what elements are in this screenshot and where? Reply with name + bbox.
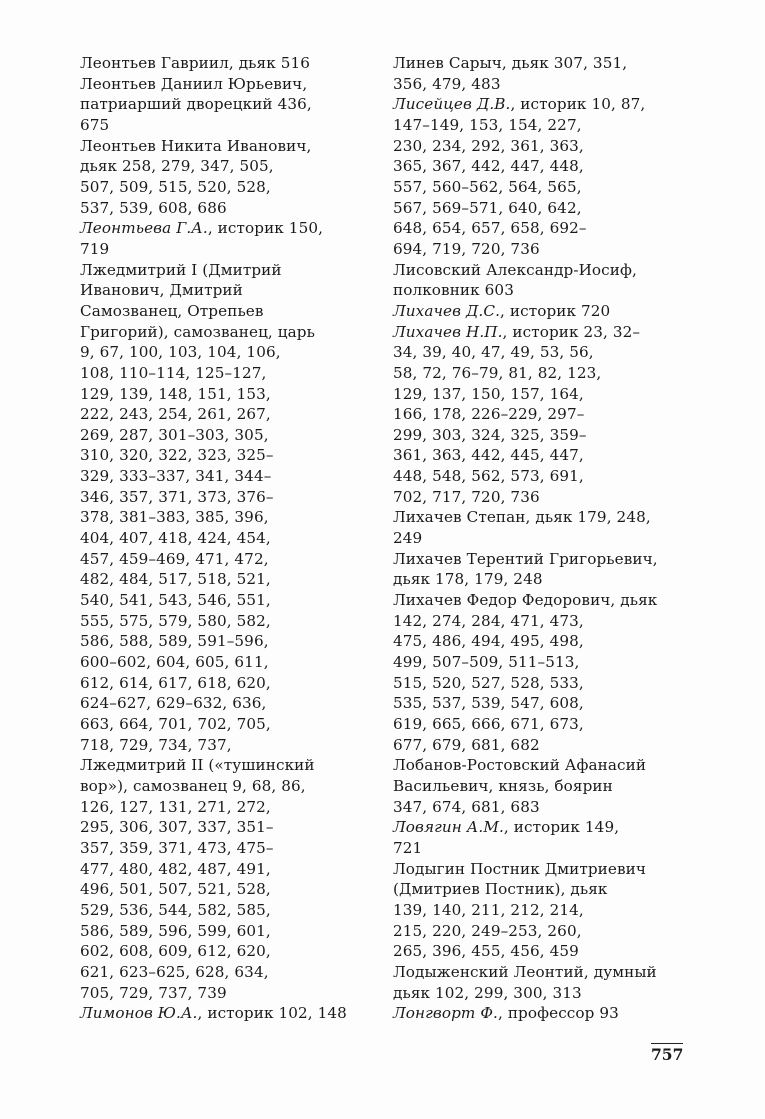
entry-line: Леонтьев Гавриил, дьяк 516 [80, 54, 311, 72]
entry-line: 457, 459–469, 471, 472, [80, 549, 269, 568]
entry-line: 515, 520, 527, 528, 533, [393, 673, 584, 692]
entry-line: 612, 614, 617, 618, 620, [80, 673, 271, 692]
entry-line: Лобанов-Ростовский Афанасий [393, 756, 647, 775]
index-entry [80, 260, 390, 756]
entry-line: 295, 306, 307, 337, 351– [80, 818, 274, 837]
entry-line: Лжедмитрий II («тушинский [80, 756, 315, 775]
entry-line: 269, 287, 301–303, 305, [80, 425, 269, 444]
entry-line: 499, 507–509, 511–513, [393, 653, 580, 672]
entry-line: 126, 127, 131, 271, 272, [80, 797, 271, 816]
index-entry [393, 549, 693, 590]
entry-line: 537, 539, 608, 686 [80, 198, 227, 217]
entry-line: 448, 548, 562, 573, 691, [393, 467, 584, 486]
entry-text: , историк 102, 148 [197, 1004, 347, 1023]
author-name: Лисейцев Д.В. [393, 95, 511, 114]
entry-line: дьяк 102, 299, 300, 313 [393, 983, 582, 1002]
author-name: Лонгворт Ф. [393, 1004, 498, 1023]
index-entry [80, 74, 390, 136]
index-entry [393, 53, 693, 94]
entry-line: 230, 234, 292, 361, 363, [393, 136, 584, 155]
entry-line: 567, 569–571, 640, 642, [393, 198, 582, 217]
entry-line: 108, 110–114, 125–127, [80, 363, 267, 382]
entry-line: Самозванец, Отрепьев [80, 301, 264, 320]
entry-line: Лихачев Степан, дьяк 179, 248, [393, 508, 651, 527]
index-entry [80, 1003, 390, 1024]
entry-line: 9, 67, 100, 103, 104, 106, [80, 343, 281, 362]
entry-line: 477, 480, 482, 487, 491, [80, 859, 271, 878]
entry-line: (Дмитриев Постник), дьяк [393, 880, 608, 899]
index-entry [80, 755, 390, 1003]
entry-line: 475, 486, 494, 495, 498, [393, 632, 584, 651]
entry-line: дьяк 178, 179, 248 [393, 570, 543, 589]
entry-line: 265, 396, 455, 456, 459 [393, 942, 579, 961]
entry-line: Лихачев Терентий Григорьевич, [393, 549, 658, 568]
entry-line: Иванович, Дмитрий [80, 281, 243, 300]
index-entry [393, 1003, 693, 1024]
entry-line: Григорий), самозванец, царь [80, 322, 315, 341]
entry-line: 694, 719, 720, 736 [393, 239, 540, 258]
entry-line: 719 [80, 239, 110, 258]
index-entry [393, 859, 693, 962]
entry-line: Лихачев Федор Федорович, дьяк [393, 591, 658, 610]
author-name: Лимонов Ю.А. [80, 1004, 198, 1023]
entry-line [80, 218, 390, 239]
index-entry [393, 260, 693, 301]
entry-line [393, 301, 693, 322]
entry-line: 404, 407, 418, 424, 454, [80, 529, 271, 548]
entry-line: Васильевич, князь, боярин [393, 776, 613, 795]
index-column-left [80, 53, 390, 1024]
entry-line: 356, 479, 483 [393, 74, 501, 93]
entry-line: 329, 333–337, 341, 344– [80, 467, 272, 486]
entry-text: , историк 150, [207, 219, 324, 238]
entry-line: 222, 243, 254, 261, 267, [80, 405, 271, 424]
entry-line [393, 322, 693, 343]
entry-line: 586, 588, 589, 591–596, [80, 632, 269, 651]
author-name: Лихачев Д.С. [393, 301, 501, 320]
entry-line: 529, 536, 544, 582, 585, [80, 900, 271, 919]
index-column-right [393, 53, 693, 1024]
entry-line: 346, 357, 371, 373, 376– [80, 487, 274, 506]
entry-line [393, 94, 693, 115]
entry-line: Лодыгин Постник Дмитриевич [393, 859, 646, 878]
index-entry [80, 218, 390, 259]
entry-line: 600–602, 604, 605, 611, [80, 653, 269, 672]
entry-line: 705, 729, 737, 739 [80, 983, 227, 1002]
entry-line [393, 817, 693, 838]
entry-text: , историк 10, 87, [510, 95, 646, 114]
entry-line: 249 [393, 529, 423, 548]
entry-line: 555, 575, 579, 580, 582, [80, 611, 271, 630]
author-name: Лихачев Н.П. [393, 322, 503, 341]
entry-text: , профессор 93 [497, 1004, 619, 1023]
entry-line: 721 [393, 838, 423, 857]
entry-line: 557, 560–562, 564, 565, [393, 177, 582, 196]
entry-line: 139, 140, 211, 212, 214, [393, 900, 584, 919]
entry-line: Леонтьев Даниил Юрьевич, [80, 74, 308, 93]
index-entry [393, 94, 693, 259]
entry-line: 602, 608, 609, 612, 620, [80, 942, 271, 961]
entry-line: Лодыженский Леонтий, думный [393, 962, 657, 981]
entry-line: патриарший дворецкий 436, [80, 95, 312, 114]
entry-line: 129, 139, 148, 151, 153, [80, 384, 271, 403]
entry-line: 648, 654, 657, 658, 692– [393, 219, 587, 238]
entry-line: Линев Сарыч, дьяк 307, 351, [393, 54, 628, 72]
entry-line: дьяк 258, 279, 347, 505, [80, 157, 274, 176]
page-number: 757 [651, 1045, 684, 1064]
entry-line: 621, 623–625, 628, 634, [80, 962, 269, 981]
index-entry [393, 755, 693, 817]
entry-line: 586, 589, 596, 599, 601, [80, 921, 271, 940]
entry-line: полковник 603 [393, 281, 514, 300]
entry-line: Лжедмитрий I (Дмитрий [80, 260, 282, 279]
entry-line: 166, 178, 226–229, 297– [393, 405, 585, 424]
entry-line: вор»), самозванец 9, 68, 86, [80, 776, 306, 795]
entry-line: 347, 674, 681, 683 [393, 797, 540, 816]
index-entry [393, 322, 693, 508]
entry-line: 215, 220, 249–253, 260, [393, 921, 582, 940]
entry-line: 58, 72, 76–79, 81, 82, 123, [393, 363, 602, 382]
entry-line: 540, 541, 543, 546, 551, [80, 591, 271, 610]
entry-line: 357, 359, 371, 473, 475– [80, 838, 274, 857]
entry-line: 535, 537, 539, 547, 608, [393, 694, 584, 713]
author-name: Леонтьева Г.А. [80, 219, 208, 238]
entry-line: 619, 665, 666, 671, 673, [393, 715, 584, 733]
entry-line [80, 1003, 390, 1024]
index-entry [393, 301, 693, 322]
entry-line: 378, 381–383, 385, 396, [80, 508, 269, 527]
entry-text: , историк 149, [503, 818, 620, 837]
entry-line: 663, 664, 701, 702, 705, [80, 715, 271, 733]
entry-line: 718, 729, 734, 737, [80, 735, 232, 754]
entry-line: 34, 39, 40, 47, 49, 53, 56, [393, 343, 594, 362]
entry-text: , историк 23, 32– [502, 322, 641, 341]
entry-line: 675 [80, 115, 110, 134]
entry-line: Лисовский Александр-Иосиф, [393, 260, 637, 279]
index-entry [80, 53, 390, 74]
index-entry [393, 962, 693, 1003]
entry-line: 624–627, 629–632, 636, [80, 694, 267, 713]
entry-text: , историк 720 [500, 301, 611, 320]
index-entry [80, 136, 390, 219]
entry-line: 129, 137, 150, 157, 164, [393, 384, 584, 403]
entry-line: 482, 484, 517, 518, 521, [80, 570, 271, 589]
entry-line: 310, 320, 322, 323, 325– [80, 446, 274, 465]
entry-line [393, 1003, 693, 1024]
entry-line: 365, 367, 442, 447, 448, [393, 157, 584, 176]
index-entry [393, 507, 693, 548]
entry-line: 147–149, 153, 154, 227, [393, 115, 582, 134]
entry-line: 507, 509, 515, 520, 528, [80, 177, 271, 196]
entry-line: 702, 717, 720, 736 [393, 487, 540, 506]
entry-line: 299, 303, 324, 325, 359– [393, 425, 587, 444]
author-name: Ловягин А.М. [393, 818, 504, 837]
entry-line: 361, 363, 442, 445, 447, [393, 446, 584, 465]
entry-line: Леонтьев Никита Иванович, [80, 136, 312, 155]
index-entry [393, 590, 693, 755]
entry-line: 496, 501, 507, 521, 528, [80, 880, 271, 899]
index-entry [393, 817, 693, 858]
entry-line: 677, 679, 681, 682 [393, 735, 540, 754]
entry-line: 142, 274, 284, 471, 473, [393, 611, 584, 630]
